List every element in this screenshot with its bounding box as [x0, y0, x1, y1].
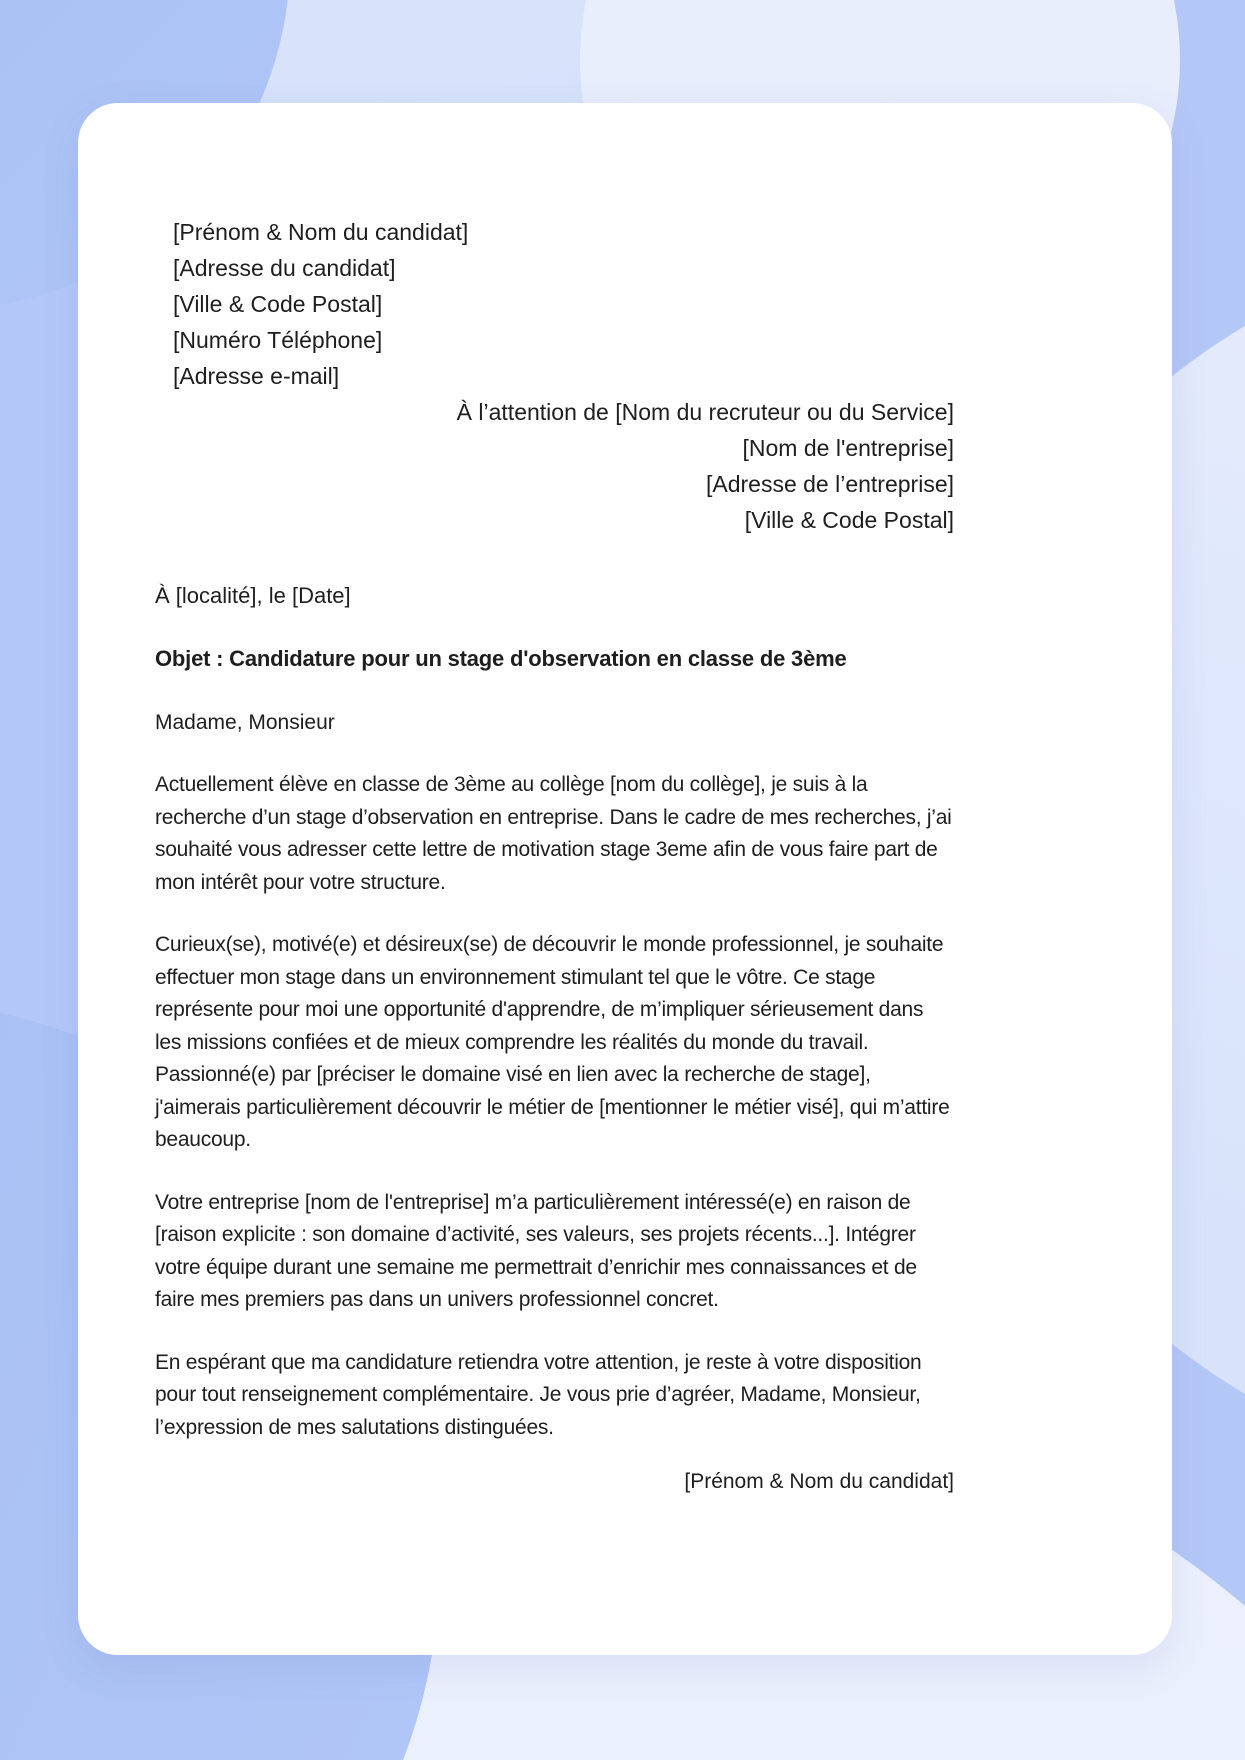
recipient-line-company: [Nom de l'entreprise] — [742, 435, 954, 461]
sender-line-name: [Prénom & Nom du candidat] — [173, 219, 469, 245]
greeting: Madame, Monsieur — [155, 711, 335, 734]
sender-line-address: [Adresse du candidat] — [173, 255, 396, 281]
sender-line-city: [Ville & Code Postal] — [173, 291, 383, 317]
recipient-line-attention: À l’attention de [Nom du recruteur ou du Service] — [456, 399, 954, 425]
recipient-line-address: [Adresse de l’entreprise] — [705, 471, 954, 497]
sender-line-email: [Adresse e-mail] — [173, 363, 340, 389]
date-line: À [localité], le [Date] — [155, 583, 351, 608]
body-paragraph-intro: Actuellement élève en classe de 3ème au collège [nom du collège], je suis à la recherche d’un stage d’observation en entreprise. Dans le cadre de mes recherches, j’ai souhaité vous adresser cette lettre de motivation stage 3eme afin de vous faire part de mon intérêt pour votre structure. — [155, 773, 952, 894]
sender-block — [173, 214, 954, 394]
body-paragraph-motivation: Curieux(se), motivé(e) et désireux(se) de découvrir le monde professionnel, je souhaite effectuer mon stage dans un environnement stimulant tel que le vôtre. Ce stage représente pour moi une opportunité d'apprendre, de m’impliquer sérieusement dans les missions confiées et de mieux comprendre les réalités du monde du travail. Passionné(e) par [préciser le domaine visé en lien avec la recherche de stage], j'aimerais particulièrement découvrir le métier de [mentionner le métier visé], qui m’attire beaucoup. — [155, 933, 950, 1151]
body-paragraph-company: Votre entreprise [nom de l'entreprise] m’a particulièrement intéressé(e) en raison de [raison explicite : son domaine d’activité, ses valeurs, ses projets récents...]. Intégrer votre équipe durant une semaine me permettrait d’enrichir mes connaissances et de faire mes premiers pas dans un univers professionnel concret. — [155, 1190, 917, 1311]
subject-line: Objet : Candidature pour un stage d'observation en classe de 3ème — [155, 646, 847, 671]
recipient-block — [155, 394, 954, 538]
sender-line-phone: [Numéro Téléphone] — [173, 327, 383, 353]
recipient-line-city: [Ville & Code Postal] — [744, 507, 954, 533]
body-paragraph-closing: En espérant que ma candidature retiendra votre attention, je reste à votre disposition pour tout renseignement complémentaire. Je vous prie d’agréer, Madame, Monsieur, l’expression de mes salutations distinguées. — [155, 1350, 922, 1439]
signature: [Prénom & Nom du candidat] — [684, 1470, 954, 1493]
letter-page — [78, 103, 1172, 1655]
